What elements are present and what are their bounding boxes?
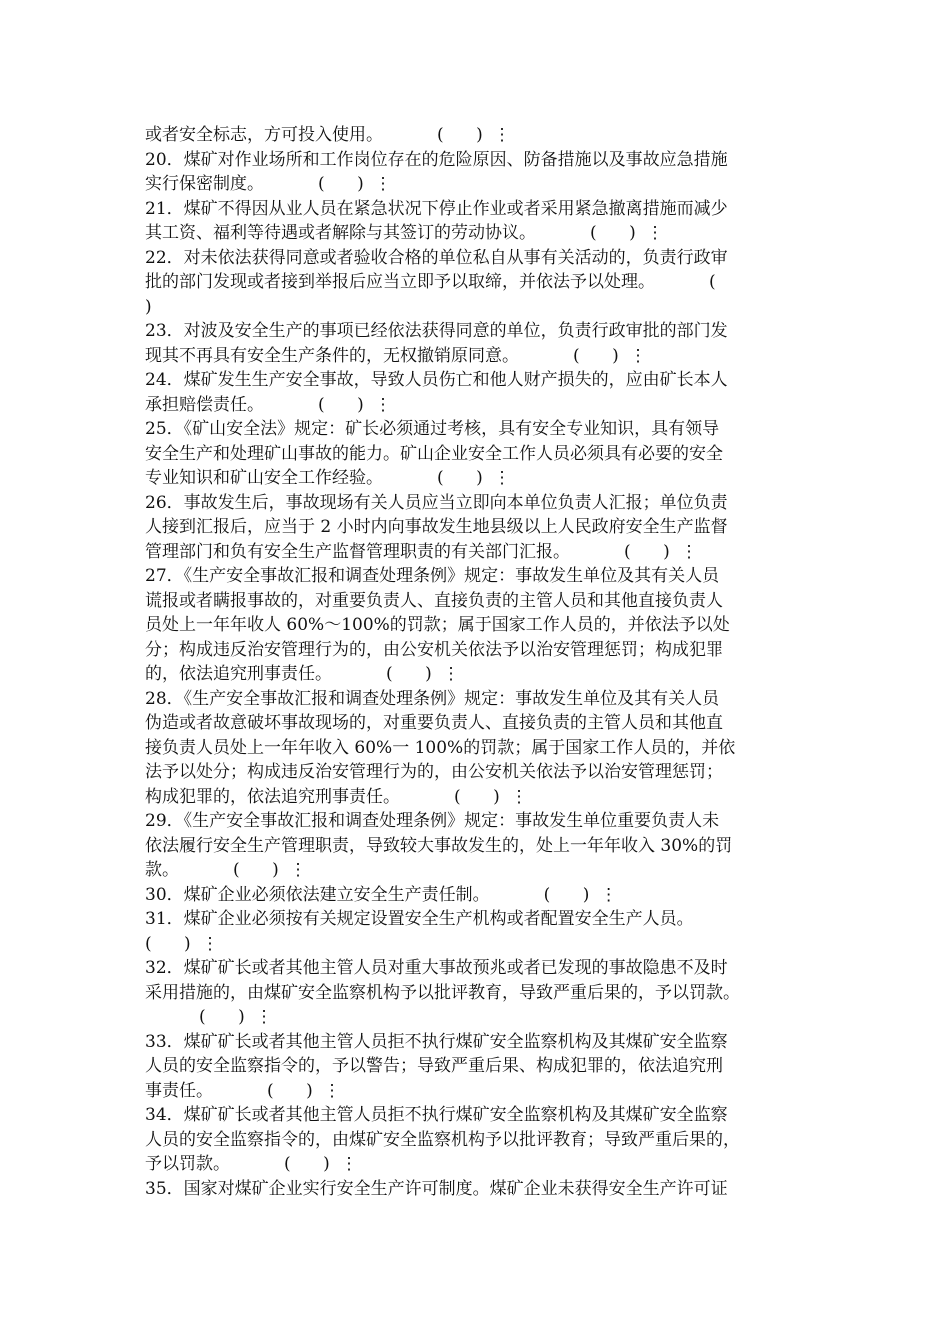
text-line: 20．煤矿对作业场所和工作岗位存在的危险原因、防备措施以及事故应急措施 xyxy=(145,149,728,170)
document-body xyxy=(145,123,825,1201)
text-line: 33．煤矿矿长或者其他主管人员拒不执行煤矿安全监察机构及其煤矿安全监察 xyxy=(145,1031,728,1052)
text-line: 分；构成违反治安管理行为的，由公安机关依法予以治安管理惩罚；构成犯罪 xyxy=(145,639,723,660)
text-line: 31．煤矿企业必须按有关规定设置安全生产机构或者配置安全生产人员。 xyxy=(145,909,694,929)
text-line: 款。 ( ) ⋮ xyxy=(145,860,307,880)
text-line: 构成犯罪的，依法追究刑事责任。 ( ) ⋮ xyxy=(145,786,528,807)
text-line: 现其不再具有安全生产条件的，无权撤销原同意。 ( ) ⋮ xyxy=(145,345,647,366)
text-line: 25．《矿山安全法》规定：矿长必须通过考核，具有安全专业知识，具有领导 xyxy=(145,419,720,439)
text-line: 批的部门发现或者接到举报后应当立即予以取缔，并依法予以处理。 ( xyxy=(145,272,716,292)
text-line: 人员的安全监察指令的，予以警告；导致严重后果、构成犯罪的，依法追究刑 xyxy=(145,1056,723,1076)
text-line: 承担赔偿责任。 ( ) ⋮ xyxy=(145,394,392,415)
text-line: 的，依法追究刑事责任。 ( ) ⋮ xyxy=(145,664,460,684)
text-line: ( ) ⋮ xyxy=(145,1007,273,1027)
text-line: 依法履行安全生产管理职责，导致较大事故发生的，处上一年年收入 30%的罚 xyxy=(145,835,733,856)
text-line: 24．煤矿发生生产安全事故，导致人员伤亡和他人财产损失的，应由矿长本人 xyxy=(145,370,728,390)
text-line: 29．《生产安全事故汇报和调查处理条例》规定：事故发生单位重要负责人未 xyxy=(145,811,720,831)
text-line: 30．煤矿企业必须依法建立安全生产责任制。 ( ) ⋮ xyxy=(145,884,618,905)
text-line: 伪造或者故意破坏事故现场的，对重要负责人、直接负责的主管人员和其他直 xyxy=(145,713,723,733)
text-line: 27．《生产安全事故汇报和调查处理条例》规定：事故发生单位及其有关人员 xyxy=(145,566,720,586)
text-line: 28．《生产安全事故汇报和调查处理条例》规定：事故发生单位及其有关人员 xyxy=(145,688,720,709)
text-line: 安全生产和处理矿山事故的能力。矿山企业安全工作人员必须具有必要的安全 xyxy=(145,443,723,464)
text-line: 34．煤矿矿长或者其他主管人员拒不执行煤矿安全监察机构及其煤矿安全监察 xyxy=(145,1105,728,1125)
text-line: 予以罚款。 ( ) ⋮ xyxy=(145,1154,358,1174)
text-line: 23．对波及安全生产的事项已经依法获得同意的单位，负责行政审批的部门发 xyxy=(145,321,728,341)
text-line: 员处上一年年收人 60%～100%的罚款；属于国家工作人员的，并依法予以处 xyxy=(145,615,730,635)
text-line: 实行保密制度。 ( ) ⋮ xyxy=(145,174,392,194)
text-line: 或者安全标志，方可投入使用。 ( ) ⋮ xyxy=(145,125,511,145)
text-line: 26．事故发生后，事故现场有关人员应当立即向本单位负责人汇报；单位负责 xyxy=(145,492,728,513)
text-line: 其工资、福利等待遇或者解除与其签订的劳动协议。 ( ) ⋮ xyxy=(145,223,664,243)
text-line: 法予以处分；构成违反治安管理行为的，由公安机关依法予以治安管理惩罚； xyxy=(145,762,723,782)
text-line: 人员的安全监察指令的，由煤矿安全监察机构予以批评教育；导致严重后果的， xyxy=(145,1129,740,1150)
text-line: 事责任。 ( ) ⋮ xyxy=(145,1080,341,1101)
text-line: 人接到汇报后，应当于 2 小时内向事故发生地县级以上人民政府安全生产监督 xyxy=(145,517,728,537)
text-line: 接负责人员处上一年年收入 60%一 100%的罚款；属于国家工作人员的，并依 xyxy=(145,737,736,758)
text-line: 35．国家对煤矿企业实行安全生产许可制度。煤矿企业未获得安全生产许可证 xyxy=(145,1178,728,1199)
text-line: 专业知识和矿山安全工作经验。 ( ) ⋮ xyxy=(145,468,511,488)
text-line: 管理部门和负有安全生产监督管理职责的有关部门汇报。 ( ) ⋮ xyxy=(145,541,698,562)
text-line: 谎报或者瞒报事故的，对重要负责人、直接负责的主管人员和其他直接负责人 xyxy=(145,590,723,611)
text-line: ) xyxy=(145,296,152,317)
text-line: ( ) ⋮ xyxy=(145,933,219,954)
text-line: 采用措施的，由煤矿安全监察机构予以批评教育，导致严重后果的，予以罚款。 xyxy=(145,982,740,1003)
text-line: 22．对未依法获得同意或者验收合格的单位私自从事有关活动的，负责行政审 xyxy=(145,247,728,268)
text-line: 32．煤矿矿长或者其他主管人员对重大事故预兆或者已发现的事故隐患不及时 xyxy=(145,958,728,978)
text-line: 21．煤矿不得因从业人员在紧急状况下停止作业或者采用紧急撤离措施而减少 xyxy=(145,198,728,219)
